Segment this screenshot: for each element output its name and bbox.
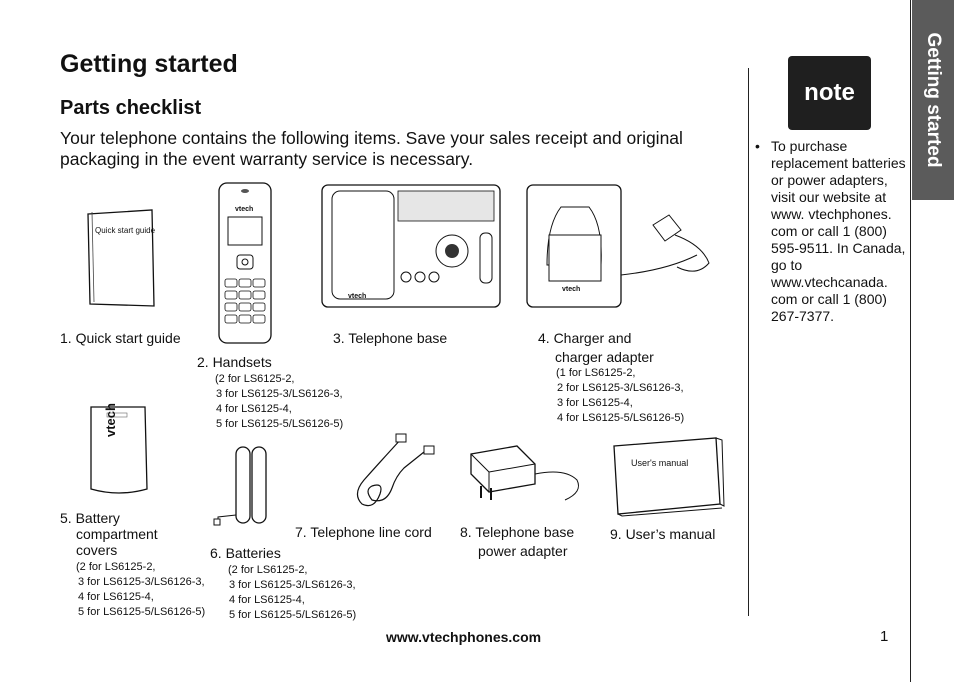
batteries-note-3: 4 for LS6125-4, [229, 594, 305, 606]
users-manual-cover-text: User's manual [631, 458, 689, 468]
charger-brand: vtech [562, 286, 581, 293]
caption-power-adapter [460, 524, 574, 559]
note-bullet: • [755, 138, 760, 154]
side-tab-label: Getting started [923, 32, 944, 168]
battery-covers-note-1: (2 for LS6125-2, [76, 561, 156, 573]
side-tab [912, 0, 954, 200]
battery-covers-note-2: 3 for LS6125-3/LS6126-3, [78, 576, 205, 588]
charger-illustration [527, 185, 727, 310]
battery-cover-brand: vtech [103, 403, 118, 437]
page-number: 1 [880, 628, 889, 645]
quick-start-guide-illustration [88, 210, 156, 308]
caption-charger [538, 330, 684, 426]
handsets-note-4: 5 for LS6125-5/LS6126-5) [216, 418, 344, 430]
column-divider [748, 68, 749, 616]
power-adapter-caption-line2: power adapter [478, 543, 568, 559]
charger-note-3: 3 for LS6125-4, [557, 397, 633, 409]
quick-start-cover-text: Quick start guide [95, 226, 156, 235]
caption-battery-covers [60, 510, 205, 620]
note-badge: note [788, 56, 871, 130]
handset-brand: vtech [235, 206, 254, 213]
caption-telephone-base: 3. Telephone base [333, 330, 448, 346]
batteries-note-1: (2 for LS6125-2, [228, 564, 308, 576]
telephone-base-illustration [322, 185, 502, 309]
battery-covers-note-3: 4 for LS6125-4, [78, 591, 154, 603]
battery-covers-caption-line1: 5. Battery [60, 510, 120, 526]
handsets-note-3: 4 for LS6125-4, [216, 403, 292, 415]
intro-paragraph: Your telephone contains the following items. Save your sales receipt and original packaging in the event warranty service is necessary. [60, 128, 683, 169]
batteries-caption-text: 6. Batteries [210, 545, 281, 561]
caption-batteries [210, 545, 356, 623]
charger-caption-line1: 4. Charger and [538, 330, 632, 346]
charger-note-1: (1 for LS6125-2, [556, 367, 636, 379]
caption-line-cord: 7. Telephone line cord [295, 524, 432, 540]
battery-cover-illustration [89, 405, 149, 495]
charger-caption-line2: charger adapter [555, 349, 654, 365]
caption-quick-start: 1. Quick start guide [60, 330, 181, 346]
batteries-illustration [212, 445, 272, 527]
footer-url[interactable]: www.vtechphones.com [386, 629, 542, 645]
battery-covers-note-4: 5 for LS6125-5/LS6126-5) [78, 606, 206, 618]
note-text: To purchase replacement batteries or power adapters, visit our website at www. vtechphones. com or call 1 (800) 595-9511. In Canada, go to www.vtechcanada. com or call 1 (800) 267-7377. [771, 138, 906, 324]
section-title: Parts checklist [60, 97, 202, 119]
batteries-note-2: 3 for LS6125-3/LS6126-3, [229, 579, 356, 591]
tab-divider [910, 0, 911, 682]
base-brand: vtech [348, 293, 367, 300]
power-adapter-caption-line1: 8. Telephone base [460, 524, 575, 540]
batteries-note-4: 5 for LS6125-5/LS6126-5) [229, 609, 357, 621]
page-title: Getting started [60, 50, 238, 78]
caption-handsets [197, 354, 343, 432]
battery-covers-caption-line2: compartment [76, 526, 158, 542]
users-manual-illustration [612, 436, 724, 518]
battery-covers-caption-line3: covers [76, 542, 118, 558]
charger-note-4: 4 for LS6125-5/LS6126-5) [557, 412, 685, 424]
power-adapter-illustration [465, 440, 590, 510]
caption-users-manual: 9. User’s manual [610, 526, 716, 542]
handsets-note-2: 3 for LS6125-3/LS6126-3, [216, 388, 343, 400]
line-cord-illustration [350, 432, 440, 512]
charger-note-2: 2 for LS6125-3/LS6126-3, [557, 382, 684, 394]
handsets-caption-text: 2. Handsets [197, 354, 272, 370]
handsets-note-1: (2 for LS6125-2, [215, 373, 295, 385]
